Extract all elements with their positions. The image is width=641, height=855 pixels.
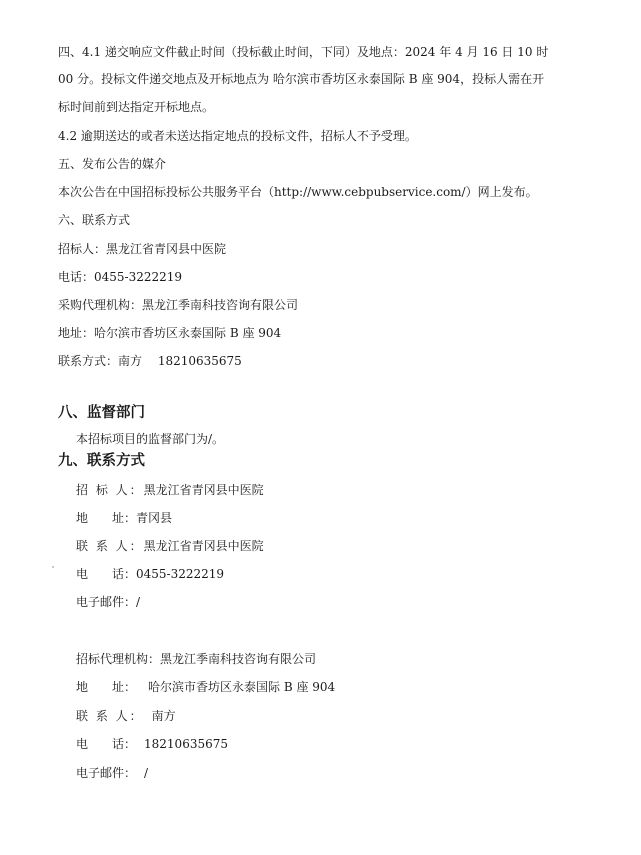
agent-contact-value: 南方 xyxy=(151,709,176,723)
contact-line: 联系方式：南方 18210635675 xyxy=(58,354,242,368)
sec9-phone-label: 电 话： xyxy=(76,567,137,581)
sec9-address-label: 地 址： xyxy=(76,511,137,525)
phone-line: 电话：0455-3222219 xyxy=(58,270,183,284)
bid-deadline-line-2: 00 分。投标文件递交地点及开标地点为 哈尔滨市香坊区永泰国际 B 座 904，投标人需在开 xyxy=(58,72,545,86)
agent-agency-line: 招标代理机构：黑龙江季南科技咨询有限公司 xyxy=(76,652,317,666)
agent-address-row xyxy=(76,679,335,695)
sec9-tenderer-row xyxy=(76,482,264,498)
sec9-contact-row xyxy=(76,538,264,554)
sec9-phone-row xyxy=(76,566,224,582)
sec9-email-row xyxy=(76,594,140,610)
publication-media-text: 本次公告在中国招标投标公共服务平台（http://www.cebpubservice.com/）网上发布。 xyxy=(58,185,538,199)
address-line: 地址：哈尔滨市香坊区永泰国际 B 座 904 xyxy=(58,326,282,340)
agency-line: 采购代理机构：黑龙江季南科技咨询有限公司 xyxy=(58,298,299,312)
scan-speck xyxy=(52,566,54,568)
sec9-tenderer-value: 黑龙江省青冈县中医院 xyxy=(143,483,264,497)
agent-phone-label: 电 话： xyxy=(76,737,137,751)
sec9-email-value: / xyxy=(136,595,141,609)
tenderer-line: 招标人：黑龙江省青冈县中医院 xyxy=(58,242,227,256)
agent-contact-label: 联 系 人： xyxy=(76,709,144,723)
bid-deadline-line-3: 标时间前到达指定开标地点。 xyxy=(58,100,215,114)
bid-deadline-line-1: 四、4.1 递交响应文件截止时间（投标截止时间，下同）及地点：2024 年 4 月 16 日 10 时 xyxy=(58,45,549,59)
agent-contact-row xyxy=(76,708,176,724)
agent-phone-row xyxy=(76,736,228,752)
agent-address-label: 地 址： xyxy=(76,680,137,694)
section-8-title: 八、监督部门 xyxy=(58,404,145,421)
agent-email-label: 电子邮件： xyxy=(76,766,137,780)
supervision-text: 本招标项目的监督部门为/。 xyxy=(76,432,225,446)
agent-phone-value: 18210635675 xyxy=(144,737,228,751)
section-6-title: 六、联系方式 xyxy=(58,213,131,227)
section-5-title: 五、发布公告的媒介 xyxy=(58,157,167,171)
sec9-contact-value: 黑龙江省青冈县中医院 xyxy=(143,539,264,553)
agent-email-row xyxy=(76,765,148,781)
sec9-email-label: 电子邮件： xyxy=(76,595,137,609)
sec9-address-value: 青冈县 xyxy=(136,511,173,525)
sec9-address-row xyxy=(76,510,172,526)
sec9-phone-value: 0455-3222219 xyxy=(136,567,225,581)
late-submission-clause: 4.2 逾期送达的或者未送达指定地点的投标文件，招标人不予受理。 xyxy=(58,129,417,143)
sec9-contact-label: 联 系 人： xyxy=(76,539,144,553)
agent-address-value: 哈尔滨市香坊区永泰国际 B 座 904 xyxy=(148,680,336,694)
section-9-title: 九、联系方式 xyxy=(58,452,145,469)
sec9-tenderer-label: 招 标 人： xyxy=(76,483,144,497)
agent-email-value: / xyxy=(144,766,149,780)
